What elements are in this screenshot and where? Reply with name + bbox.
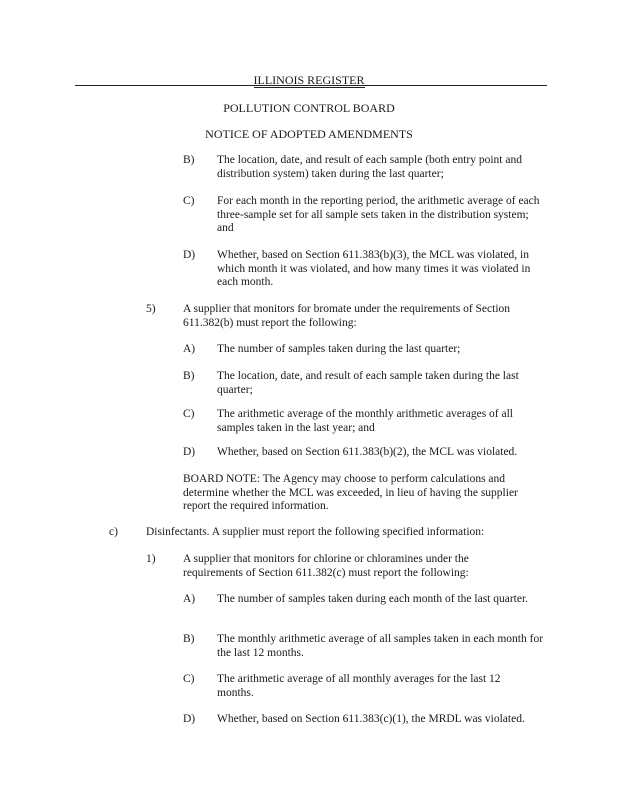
item-text: A supplier that monitors for bromate under the requirements of Section 611.382(b) must report the following:	[183, 303, 511, 329]
item-text: The number of samples taken during the last quarter;	[217, 343, 461, 355]
item-mark: 1)	[146, 553, 156, 565]
notice-title: NOTICE OF ADOPTED AMENDMENTS	[205, 127, 413, 141]
item-text: The number of samples taken during each month of the last quarter.	[217, 593, 529, 605]
item-mark: C)	[183, 195, 195, 207]
item-text: Whether, based on Section 611.383(b)(2), the MCL was violated.	[217, 446, 518, 458]
item-text: The location, date, and result of each sample taken during the last quarter;	[217, 370, 519, 396]
item-mark: C)	[183, 408, 195, 420]
item-text: Disinfectants. A supplier must report the following specified information:	[146, 526, 485, 538]
item-text: Whether, based on Section 611.383(c)(1), the MRDL was violated.	[217, 713, 525, 725]
item-text: The arithmetic average of all monthly averages for the last 12 months.	[217, 673, 501, 699]
item-mark: A)	[183, 343, 196, 355]
item-mark: A)	[183, 593, 196, 605]
item-mark: D)	[183, 249, 196, 261]
item-text: The location, date, and result of each sample (both entry point and distribution system) taken during the last quarter;	[217, 154, 522, 180]
agency-title: POLLUTION CONTROL BOARD	[223, 101, 395, 115]
item-mark: D)	[183, 713, 196, 725]
item-mark: B)	[183, 370, 195, 382]
item-text: Whether, based on Section 611.383(b)(3), the MCL was violated, in which month it was violated, and how many times it was violated in each month.	[217, 249, 531, 288]
item-mark: B)	[183, 154, 195, 166]
item-mark: B)	[183, 633, 195, 645]
header-rule	[75, 85, 547, 86]
item-mark: D)	[183, 446, 196, 458]
item-text: The arithmetic average of the monthly arithmetic averages of all samples taken in the last year; and	[217, 408, 513, 434]
item-text: For each month in the reporting period, the arithmetic average of each three-sample set for all sample sets taken in the distribution system; and	[217, 195, 540, 234]
item-mark: C)	[183, 673, 195, 685]
register-header: ILLINOIS REGISTER	[253, 73, 365, 87]
item-mark: c)	[109, 526, 118, 538]
board-note: BOARD NOTE: The Agency may choose to perform calculations and determine whether the MCL was exceeded, in lieu of having the supplier report the required information.	[183, 473, 518, 512]
item-mark: 5)	[146, 303, 156, 315]
item-text: The monthly arithmetic average of all samples taken in each month for the last 12 months.	[217, 633, 544, 659]
item-text: A supplier that monitors for chlorine or chloramines under the requirements of Section 611.382(c) must report the following:	[183, 553, 469, 579]
